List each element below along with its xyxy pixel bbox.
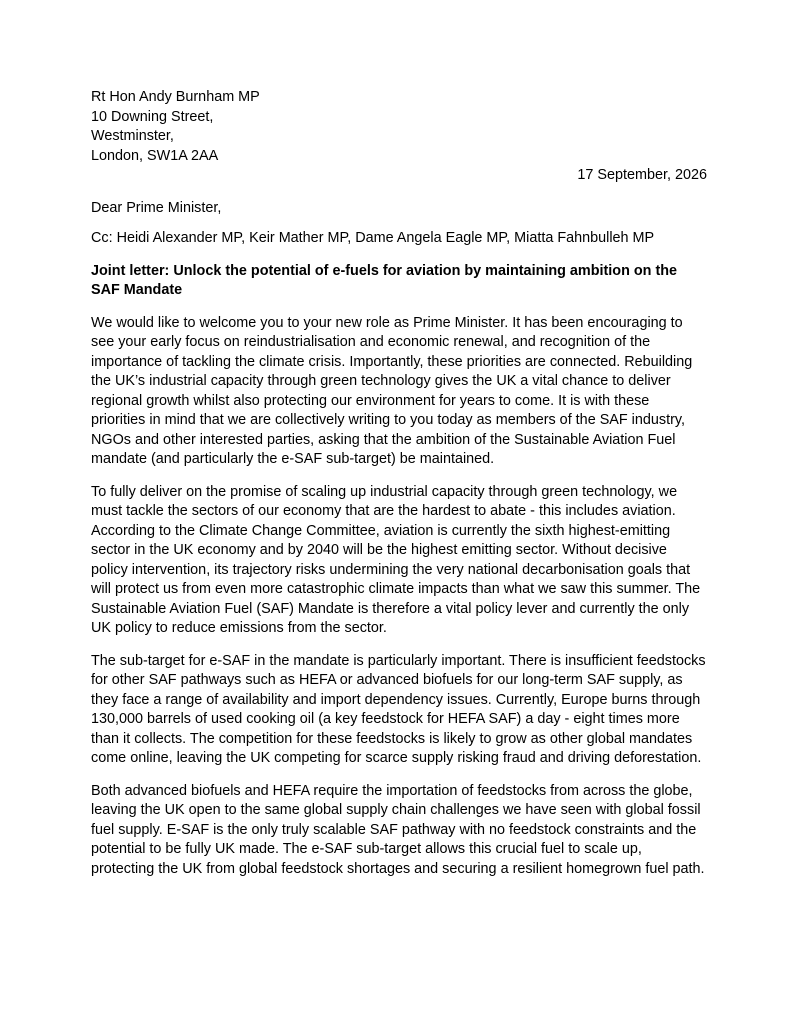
address-line: Westminster, — [91, 128, 174, 144]
paragraph: We would like to welcome you to your new role as Prime Minister. It has been encouraging to see your early focus on reindustrialisation and economic renewal, and recognition of the importance of tackling the climate crisis. Importantly, these priorities are connected. Rebuilding the UK’s industrial capacity through green technology gives the UK a vital chance to deliver regional growth whilst also protecting our environment for years to come. It is with these priorities in mind that we are collectively writing to you today as members of the SAF industry, NGOs and other interested parties, asking that the ambition of the Sustainable Aviation Fuel mandate (and particularly the e-SAF sub-target) be maintained. — [91, 314, 693, 467]
address-line: London, SW1A 2AA — [91, 147, 219, 164]
paragraph: Both advanced biofuels and HEFA require the importation of feedstocks from across the globe, leaving the UK open to the same global supply chain challenges we have seen with global fossil fuel supply. E-SAF is the only truly scalable SAF pathway with no feedstock constraints and the potential to be fully UK made. The e-SAF sub-target allows this crucial fuel to scale up, protecting the UK from global feedstock shortages and securing a resilient homegrown fuel path. — [91, 782, 705, 877]
recipient-address — [91, 88, 707, 166]
cc-line: Cc: Heidi Alexander MP, Keir Mather MP, Dame Angela Eagle MP, Miatta Fahnbulleh MP — [91, 230, 655, 246]
paragraph: The sub-target for e-SAF in the mandate is particularly important. There is insufficient feedstocks for other SAF pathways such as HEFA or advanced biofuels for our long-term SAF supply, as they face a range of availability and import dependency issues. Currently, Europe burns through 130,000 barrels of used cooking oil (a key feedstock for HEFA SAF) a day - eight times more than it collects. The competition for these feedstocks is likely to grow as other global mandates come online, leaving the UK competing for scarce supply risking fraud and driving deforestation. — [91, 652, 706, 766]
salutation: Dear Prime Minister, — [91, 199, 222, 216]
paragraph: To fully deliver on the promise of scaling up industrial capacity through green technology, we must tackle the sectors of our economy that are the hardest to abate - this includes aviation. According to the Climate Change Committee, aviation is currently the sixth highest-emitting sector in the UK economy and by 2040 will be the highest emitting sector. Without decisive policy intervention, its trajectory risks undermining the very national decarbonisation goals that will protect us from even more catastrophic climate impacts than what we saw this summer. The Sustainable Aviation Fuel (SAF) Mandate is therefore a vital policy lever and currently the only UK policy to reduce emissions from the sector. — [91, 483, 701, 636]
letter-date: 17 September, 2026 — [577, 167, 707, 183]
letter-subject: Joint letter: Unlock the potential of e-fuels for aviation by maintaining ambition on the SAF Mandate — [91, 262, 678, 298]
address-line: Rt Hon Andy Burnham MP — [91, 89, 260, 105]
address-line: 10 Downing Street, — [91, 108, 214, 125]
letter-body — [91, 88, 707, 879]
